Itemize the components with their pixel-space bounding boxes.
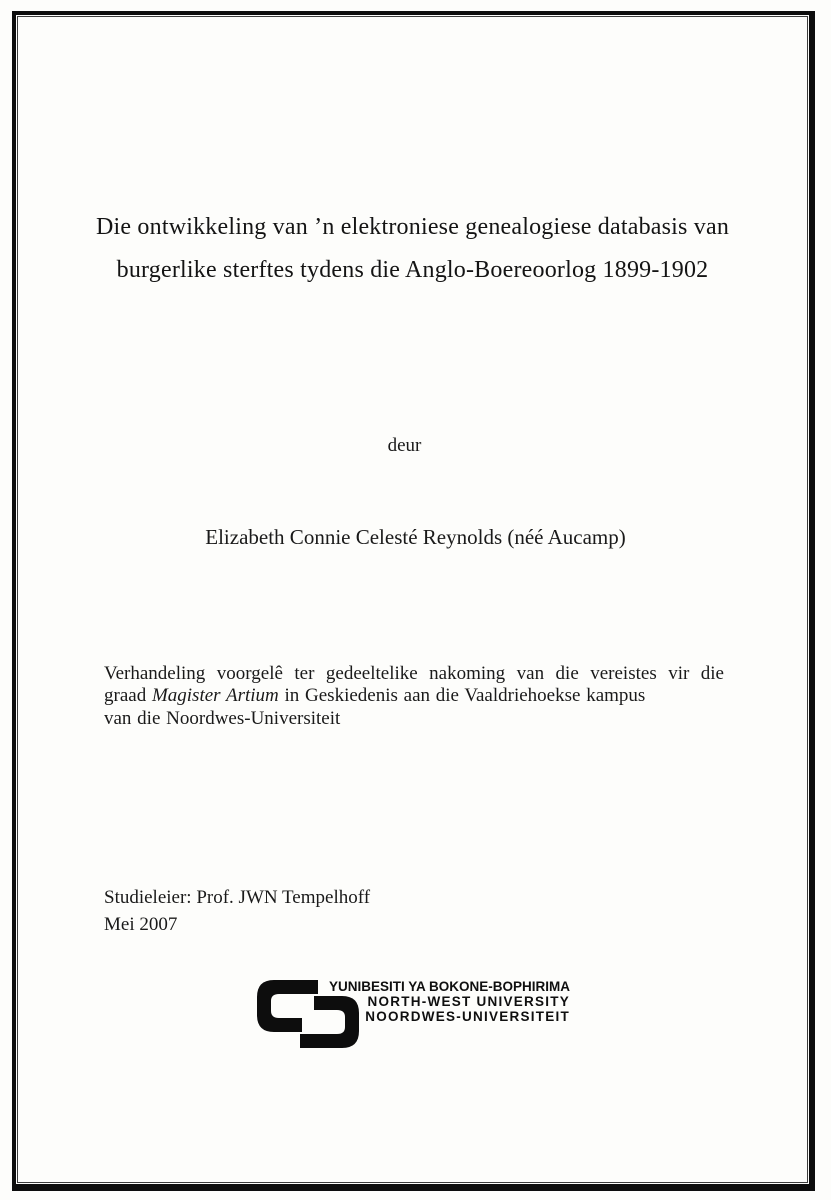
logo-wordmark-line-2: NORTH-WEST UNIVERSITY — [367, 993, 570, 1009]
submission-line-2-prefix: graad — [104, 685, 152, 707]
submission-line-2-suffix: in Geskiedenis aan die Vaaldriehoekse kampus — [278, 685, 646, 707]
submission-statement — [104, 663, 724, 730]
date-line: Mei 2007 — [104, 914, 178, 935]
thesis-title-line-2: burgerlike sterftes tydens die Anglo-Boereoorlog 1899-1902 — [116, 257, 709, 283]
byline-label: deur — [387, 435, 422, 456]
thesis-title — [60, 206, 765, 292]
logo-wordmark — [326, 980, 570, 1024]
submission-line-3: van die Noordwes-Universiteit — [104, 707, 341, 729]
submission-line-2 — [104, 685, 724, 707]
supervisor-line: Studieleier: Prof. JWN Tempelhoff — [104, 887, 371, 908]
university-logo — [256, 978, 586, 1054]
degree-name-italic: Magister Artium — [151, 685, 279, 707]
logo-wordmark-line-1: YUNIBESITI YA BOKONE-BOPHIRIMA — [328, 979, 570, 994]
thesis-title-line-1: Die ontwikkeling van ’n elektroniese genealogiese databasis van — [95, 214, 730, 240]
logo-wordmark-line-3: NOORDWES-UNIVERSITEIT — [365, 1008, 570, 1024]
author-name: Elizabeth Connie Celesté Reynolds (néé Aucamp) — [205, 525, 626, 549]
submission-line-1: Verhandeling voorgelê ter gedeeltelike nakoming van die vereistes vir die — [104, 663, 724, 684]
